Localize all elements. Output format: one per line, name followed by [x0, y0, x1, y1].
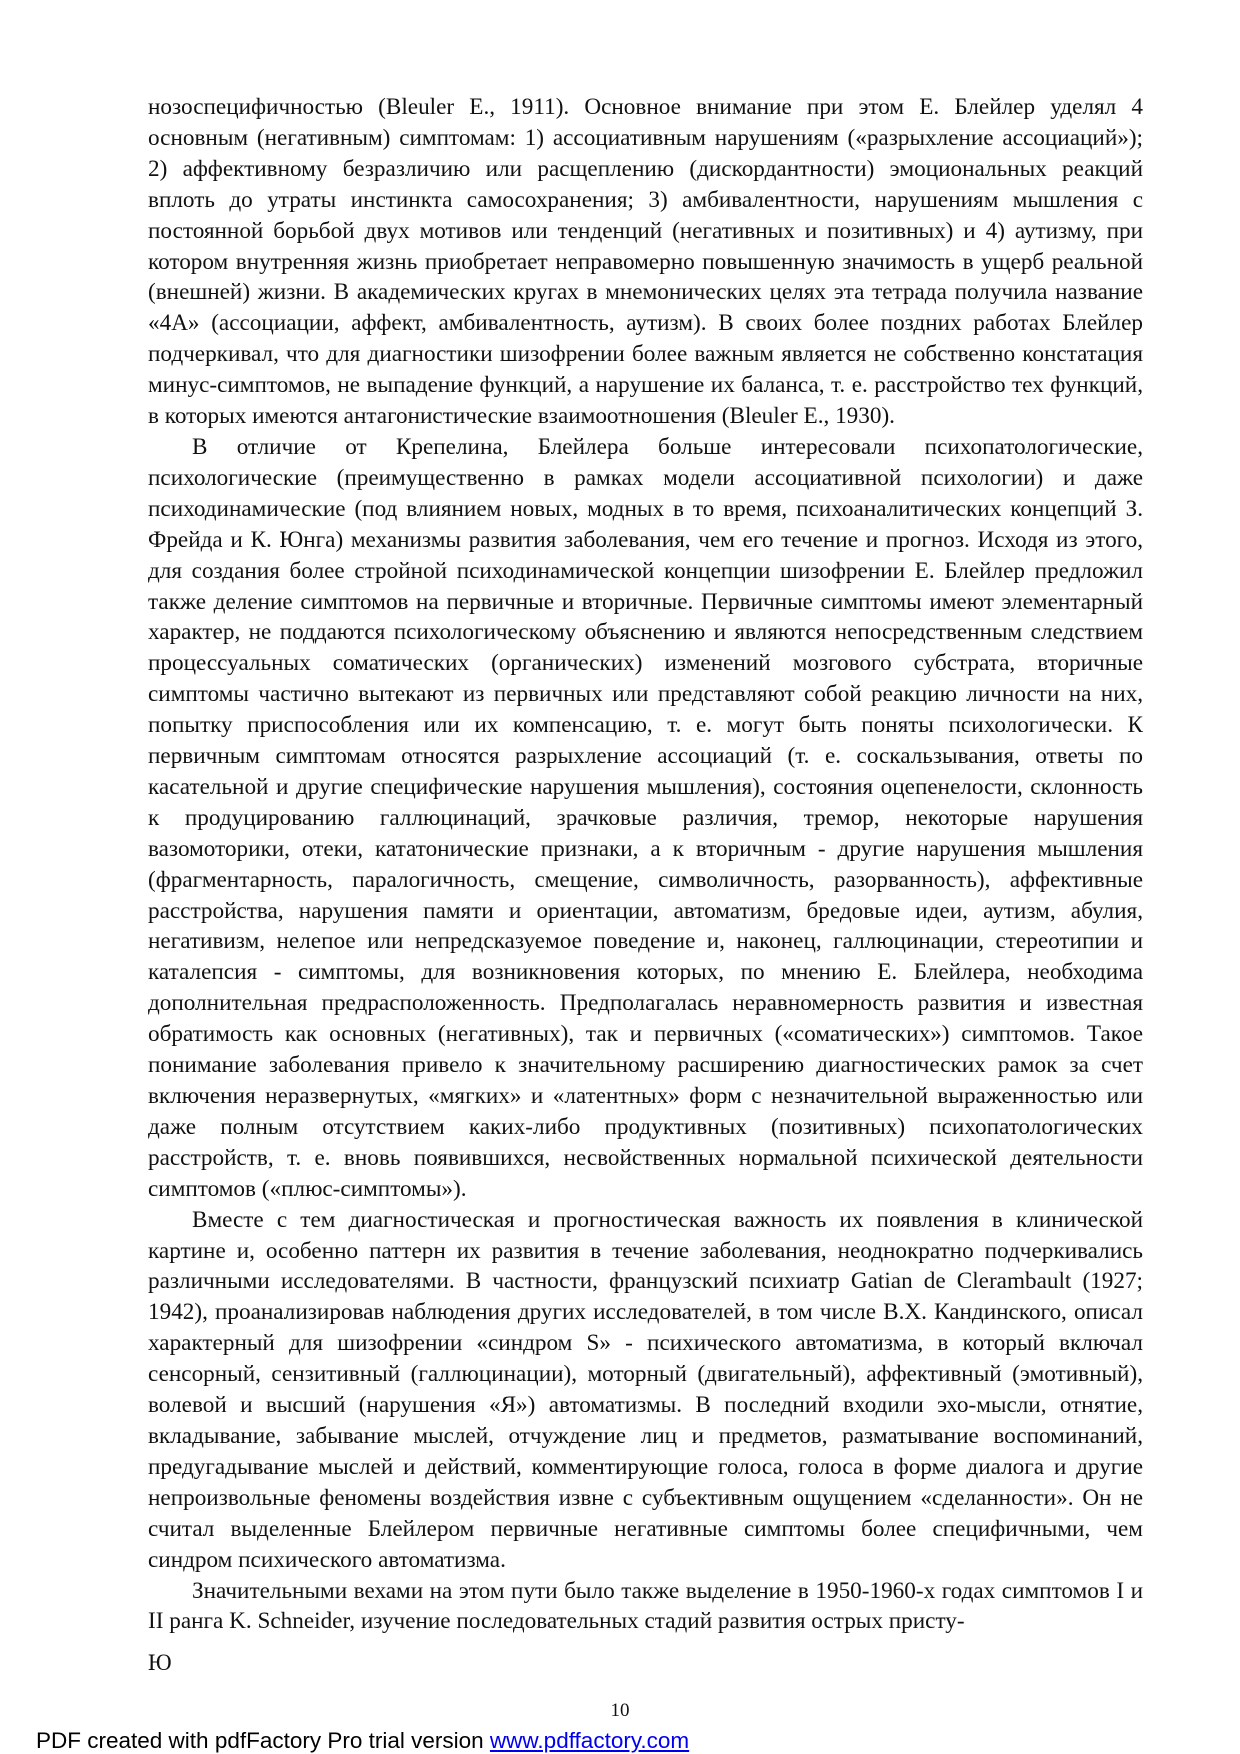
paragraph-4: Значительными вехами на этом пути было также выделение в 1950-1960-х годах симптомов I и II ранга K. Schneider, изучение последовательных стадий развития острых присту- — [148, 1577, 1143, 1635]
paragraph-3: Вместе с тем диагностическая и прогностическая важность их появления в клинической картине и, особенно паттерн их развития в течение заболевания, неоднократно подчеркивались различными исследователями. В частности, французский психиатр Gatian de Clerambault (1927; 1942), проанализировав наблюдения других исследователей, в том числе В.Х. Кандинского, описал характерный для шизофрении «синдром S» - психического автоматизма, в который включал сенсорный, сензитивный (галлюцинации), моторный (двигательный), аффективный (эмотивный), волевой и высший (нарушения «Я») автоматизмы. В последний входили эхо-мысли, отнятие, вкладывание, забывание мыслей, отчуждение лиц и предметов, разматывание воспоминаний, предугадывание мыслей и действий, комментирующие голоса, голоса в форме диалога и другие непроизвольные феномены воздействия извне с субъективным ощущением «сделанности». Он не считал выделенные Блейлером первичные негативные симптомы более специфичными, чем синдром психического автоматизма. — [148, 1206, 1143, 1573]
page-number: 10 — [610, 1700, 630, 1721]
footer-text: PDF created with pdfFactory Pro trial version — [36, 1728, 490, 1753]
pdf-watermark-footer — [36, 1728, 689, 1754]
paragraph-1: нозоспецифичностью (Bleuler E., 1911). Основное внимание при этом Е. Блейлер уделял 4 основным (негативным) симптомам: 1) ассоциативным нарушениям («разрыхление ассоциаций»); 2) аффективному безразличию или расщеплению (дискордантности) эмоциональных реакций вплоть до утраты инстинкта самосохранения; 3) амбивалентности, нарушениям мышления с постоянной борьбой двух мотивов или тенденций (негативных и позитивных) и 4) аутизму, при котором внутренняя жизнь приобретает неправомерно повышенную значимость в ущерб реальной (внешней) жизни. В академических кругах в мнемонических целях эта тетрада получила название «4А» (ассоциации, аффект, амбивалентность, аутизм). В своих более поздних работах Блейлер подчеркивал, что для диагностики шизофрении более важным является не собственно констатация минус-симптомов, не выпадение функций, а нарушение их баланса, т. е. расстройство тех функций, в которых имеются антагонистические взаимоотношения (Bleuler E., 1930). — [148, 94, 1143, 430]
page-body — [148, 92, 1143, 1637]
paragraph-2: В отличие от Крепелина, Блейлера больше интересовали психопатологические, психологические (преимущественно в рамках модели ассоциативной психологии) и даже психодинамические (под влиянием новых, модных в то время, психоаналитических концепций З. Фрейда и К. Юнга) механизмы развития заболевания, чем его течение и прогноз. Исходя из этого, для создания более стройной психодинамической концепции шизофрении Е. Блейлер предложил также деление симптомов на первичные и вторичные. Первичные симптомы имеют элементарный характер, не поддаются психологическому объяснению и являются непосредственным следствием процессуальных соматических (органических) изменений мозгового субстрата, вторичные симптомы частично вытекают из первичных или представляют собой реакцию личности на них, попытку приспособления или их компенсацию, т. е. могут быть поняты психологически. К первичным симптомам относятся разрыхление ассоциаций (т. е. соскальзывания, ответы по касательной и другие специфические нарушения мышления), состояния оцепенелости, склонность к продуцированию галлюцинаций, зрачковые различия, тремор, некоторые нарушения вазомоторики, отеки, кататонические признаки, а к вторичным - другие нарушения мышления (фрагментарность, паралогичность, смещение, символичность, разорванность), аффективные расстройства, нарушения памяти и ориентации, автоматизм, бредовые идеи, аутизм, абулия, негативизм, нелепое или непредсказуемое поведение и, наконец, галлюцинации, стереотипии и каталепсия - симптомы, для возникновения которых, по мнению Е. Блейлера, необходима дополнительная предрасположенность. Предполагалась неравномерность развития и известная обратимость как основных (негативных), так и первичных («соматических») симптомов. Такое понимание заболевания привело к значительному расширению диагностических рамок за счет включения неразвернутых, «мягких» и «латентных» форм с незначительной выраженностью или даже полным отсутствием каких-либо продуктивных (позитивных) психопатологических расстройств, т. е. вновь появившихся, несвойственных нормальной психической деятельности симптомов («плюс-симптомы»). — [148, 433, 1143, 1202]
page-marker: Ю — [148, 1650, 172, 1675]
footer-link[interactable]: www.pdffactory.com — [489, 1728, 690, 1753]
